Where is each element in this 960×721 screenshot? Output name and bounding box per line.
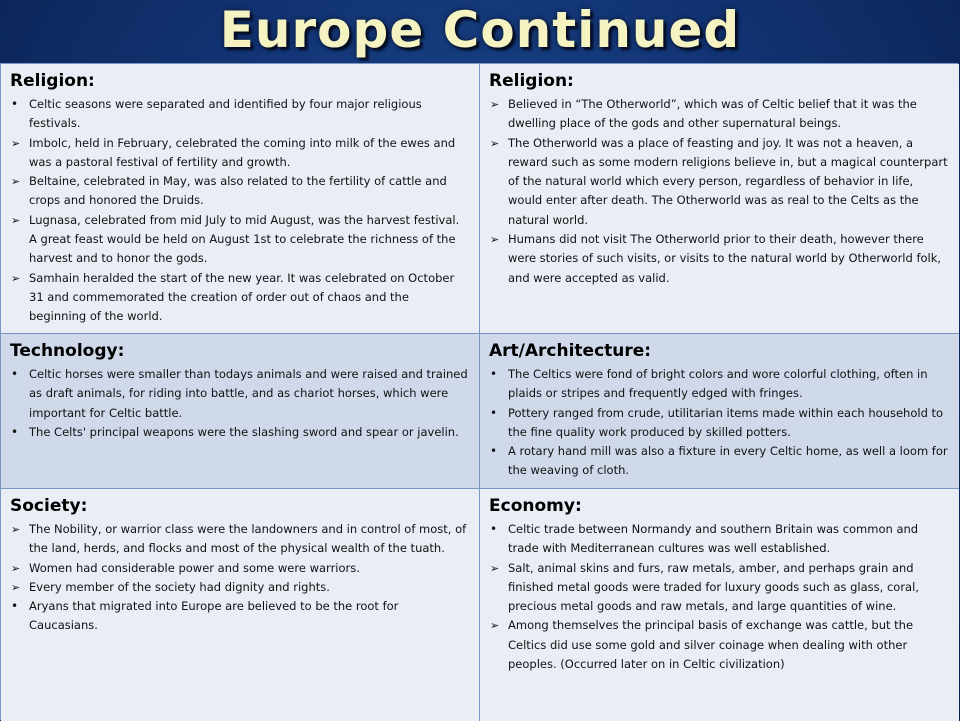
arrow-bullet-icon — [490, 559, 504, 578]
bullet-dot-icon — [11, 597, 25, 616]
cell-heading: Society: — [10, 496, 88, 516]
cell-heading: Religion: — [489, 71, 574, 91]
list-item-text: Women had considerable power and some were warriors. — [29, 560, 360, 575]
cell-heading: Economy: — [489, 496, 582, 516]
bullet-dot-icon — [11, 95, 25, 114]
cell-heading: Technology: — [10, 341, 125, 361]
list-item-text: Pottery ranged from crude, utilitarian items made within each household to the fine quality work produced by skilled potters. — [508, 405, 944, 439]
cell-economy — [480, 489, 959, 721]
list-item-text: Imbolc, held in February, celebrated the coming into milk of the ewes and was a pastoral festival of fertility and growth. — [29, 135, 456, 169]
content-table — [0, 63, 958, 720]
list-item-text: Celtic trade between Normandy and southern Britain was common and trade with Mediterranean cultures was well established. — [508, 522, 919, 556]
bullet-dot-icon — [490, 365, 504, 384]
arrow-bullet-icon — [11, 172, 25, 191]
list-item — [10, 211, 469, 269]
cell-heading: Art/Architecture: — [489, 341, 652, 361]
list-item — [489, 230, 949, 288]
list-item — [10, 269, 469, 327]
list-item-text: Every member of the society had dignity and rights. — [29, 579, 330, 594]
bullet-list — [10, 520, 469, 636]
list-item-text: Humans did not visit The Otherworld prior to their death, however there were stories of such visits, or visits to the natural world by Otherworld folk, and were accepted as valid. — [508, 232, 942, 285]
list-item — [489, 134, 949, 230]
list-item — [10, 365, 469, 423]
arrow-bullet-icon — [490, 230, 504, 249]
cell-religion-right — [480, 64, 959, 334]
bullet-dot-icon — [11, 365, 25, 384]
list-item-text: Believed in “The Otherworld”, which was of Celtic belief that it was the dwelling place of the gods and other supernatural beings. — [508, 97, 917, 131]
bullet-dot-icon — [490, 520, 504, 539]
list-item — [489, 95, 949, 134]
arrow-bullet-icon — [11, 520, 25, 539]
arrow-bullet-icon — [11, 269, 25, 288]
cell-art-architecture — [480, 334, 959, 489]
list-item — [10, 597, 469, 636]
bullet-list — [489, 365, 949, 481]
list-item — [10, 134, 469, 173]
bullet-list — [10, 365, 469, 442]
list-item — [489, 616, 949, 674]
list-item — [489, 442, 949, 481]
arrow-bullet-icon — [11, 578, 25, 597]
bullet-list — [489, 520, 949, 674]
bullet-dot-icon — [490, 442, 504, 461]
list-item-text: The Otherworld was a place of feasting and joy. It was not a heaven, a reward such as some modern religions believe in, but a magical counterpart of the natural world which every person, regardless of behavior in life, would enter after death. The Otherworld was as real to the Celts as the natural world. — [508, 135, 948, 227]
list-item-text: Celtic seasons were separated and identified by four major religious festivals. — [29, 97, 422, 131]
bullet-list — [489, 95, 949, 288]
list-item — [10, 423, 469, 442]
list-item-text: The Nobility, or warrior class were the landowners and in control of most, of the land, herds, and flocks and most of the physical wealth of the tuath. — [29, 522, 467, 556]
list-item-text: The Celtics were fond of bright colors and wore colorful clothing, often in plaids or stripes and frequently edged with fringes. — [508, 367, 928, 401]
list-item-text: Celtic horses were smaller than todays animals and were raised and trained as draft animals, for riding into battle, and as chariot horses, which were important for Celtic battle. — [29, 367, 468, 420]
list-item — [489, 365, 949, 404]
cell-technology — [1, 334, 480, 489]
arrow-bullet-icon — [490, 134, 504, 153]
list-item-text: Among themselves the principal basis of exchange was cattle, but the Celtics did use some gold and silver coinage when dealing with other peoples. (Occurred later on in Celtic civilization) — [508, 618, 914, 672]
list-item-text: A rotary hand mill was also a fixture in every Celtic home, as well a loom for the weaving of cloth. — [508, 444, 948, 478]
list-item-text: Aryans that migrated into Europe are believed to be the root for Caucasians. — [29, 599, 399, 633]
list-item — [489, 404, 949, 443]
list-item — [10, 559, 469, 578]
list-item — [489, 559, 949, 617]
arrow-bullet-icon — [490, 95, 504, 114]
list-item — [10, 95, 469, 134]
arrow-bullet-icon — [490, 616, 504, 635]
bullet-list — [10, 95, 469, 327]
bullet-dot-icon — [11, 423, 25, 442]
cell-heading: Religion: — [10, 71, 95, 91]
list-item-text: Lugnasa, celebrated from mid July to mid August, was the harvest festival. A great feast would be held on August 1st to celebrate the richness of the harvest and to honor the gods. — [29, 212, 460, 266]
arrow-bullet-icon — [11, 559, 25, 578]
cell-religion-left — [1, 64, 480, 334]
list-item-text: Samhain heralded the start of the new year. It was celebrated on October 31 and commemorated the creation of order out of chaos and the beginning of the world. — [29, 270, 455, 324]
arrow-bullet-icon — [11, 134, 25, 153]
list-item-text: The Celts' principal weapons were the slashing sword and spear or javelin. — [29, 424, 459, 439]
list-item — [10, 172, 469, 211]
list-item-text: Beltaine, celebrated in May, was also related to the fertility of cattle and crops and honored the Druids. — [29, 174, 447, 208]
slide-title: Europe Continued — [219, 1, 741, 59]
cell-society — [1, 489, 480, 721]
list-item — [10, 578, 469, 597]
list-item-text: Salt, animal skins and furs, raw metals, amber, and perhaps grain and finished metal goods were traded for luxury goods such as glass, coral, precious metal goods and raw metals, and large quantities of wine. — [508, 560, 919, 614]
arrow-bullet-icon — [11, 211, 25, 230]
bullet-dot-icon — [490, 404, 504, 423]
list-item — [10, 520, 469, 559]
list-item — [489, 520, 949, 559]
